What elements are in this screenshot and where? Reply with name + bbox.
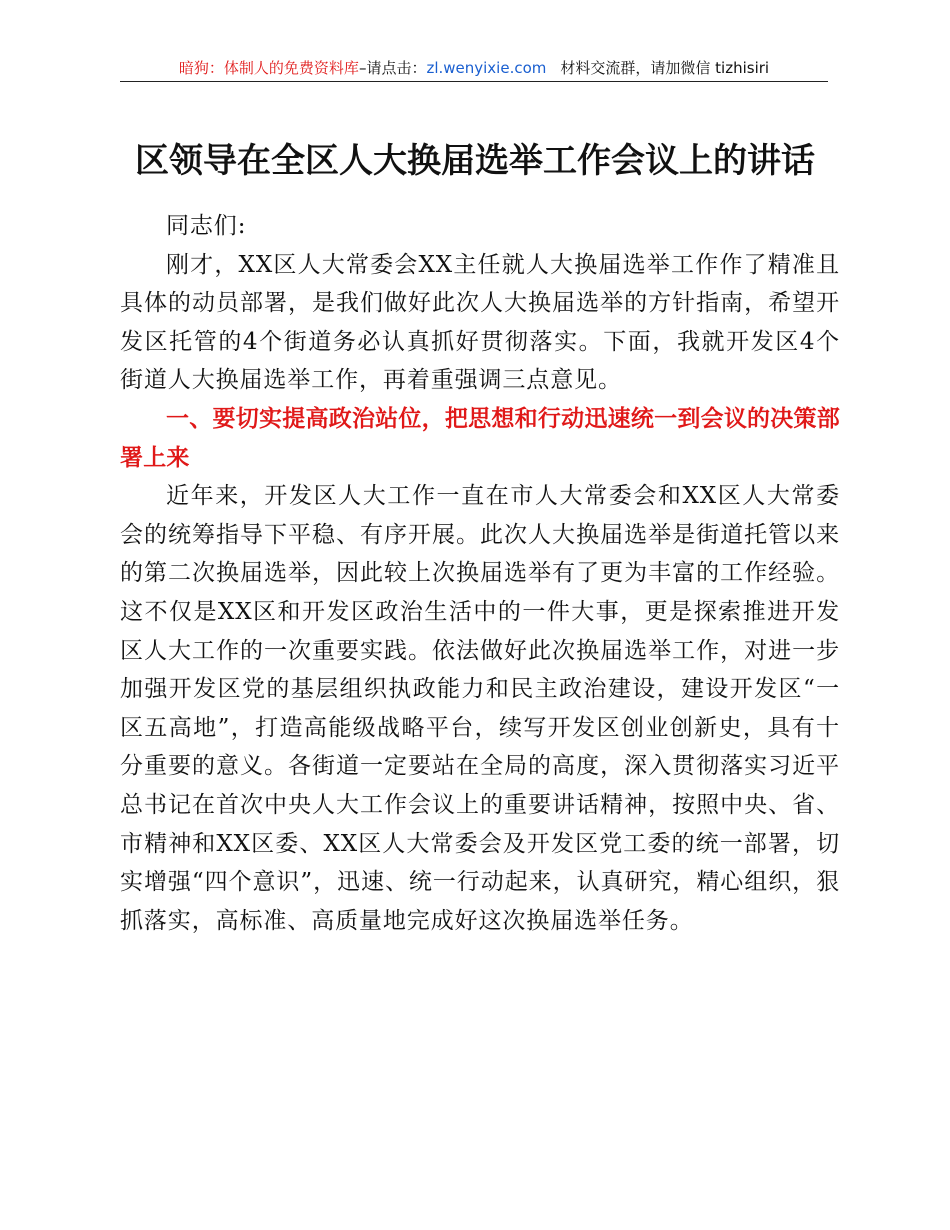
site-name: 暗狗：体制人的免费资料库 [178,59,359,77]
header-divider [120,81,828,82]
click-prompt: –请点击： [358,59,427,77]
intro-paragraph: 刚才，XX区人大常委会XX主任就人大换届选举工作作了精准且具体的动员部署，是我们做好此次人大换届选举的方针指南，希望开发区托管的4个街道务必认真抓好贯彻落实。下面，我就开发区4个街道人大换届选举工作，再着重强调三点意见。 [120,251,840,394]
site-link[interactable]: zl.wenyixie.com [426,59,547,77]
page-header [120,56,828,80]
section-1-heading: 一、要切实提高政治站位，把思想和行动迅速统一到会议的决策部署上来 [120,405,840,471]
document-title: 区领导在全区人大换届选举工作会议上的讲话 [135,141,815,181]
document-body [120,207,840,940]
section-1-paragraph: 近年来，开发区人大工作一直在市人大常委会和XX区人大常委会的统筹指导下平稳、有序开展。此次人大换届选举是街道托管以来的第二次换届选举，因此较上次换届选举有了更为丰富的工作经验。这不仅是XX区和开发区政治生活中的一件大事，更是探索推进开发区人大工作的一次重要实践。依法做好此次换届选举工作，对进一步加强开发区党的基层组织执政能力和民主政治建设，建设开发区“一区五高地”，打造高能级战略平台，续写开发区创业创新史，具有十分重要的意义。各街道一定要站在全局的高度，深入贯彻落实习近平总书记在首次中央人大工作会议上的重要讲话精神，按照中央、省、市精神和XX区委、XX区人大常委会及开发区党工委的统一部署，切实增强“四个意识”，迅速、统一行动起来，认真研究，精心组织，狠抓落实，高标准、高质量地完成好这次换届选举任务。 [120,483,840,934]
group-note: 材料交流群，请加微信 tizhisiri [560,59,770,77]
salutation: 同志们: [166,213,247,239]
